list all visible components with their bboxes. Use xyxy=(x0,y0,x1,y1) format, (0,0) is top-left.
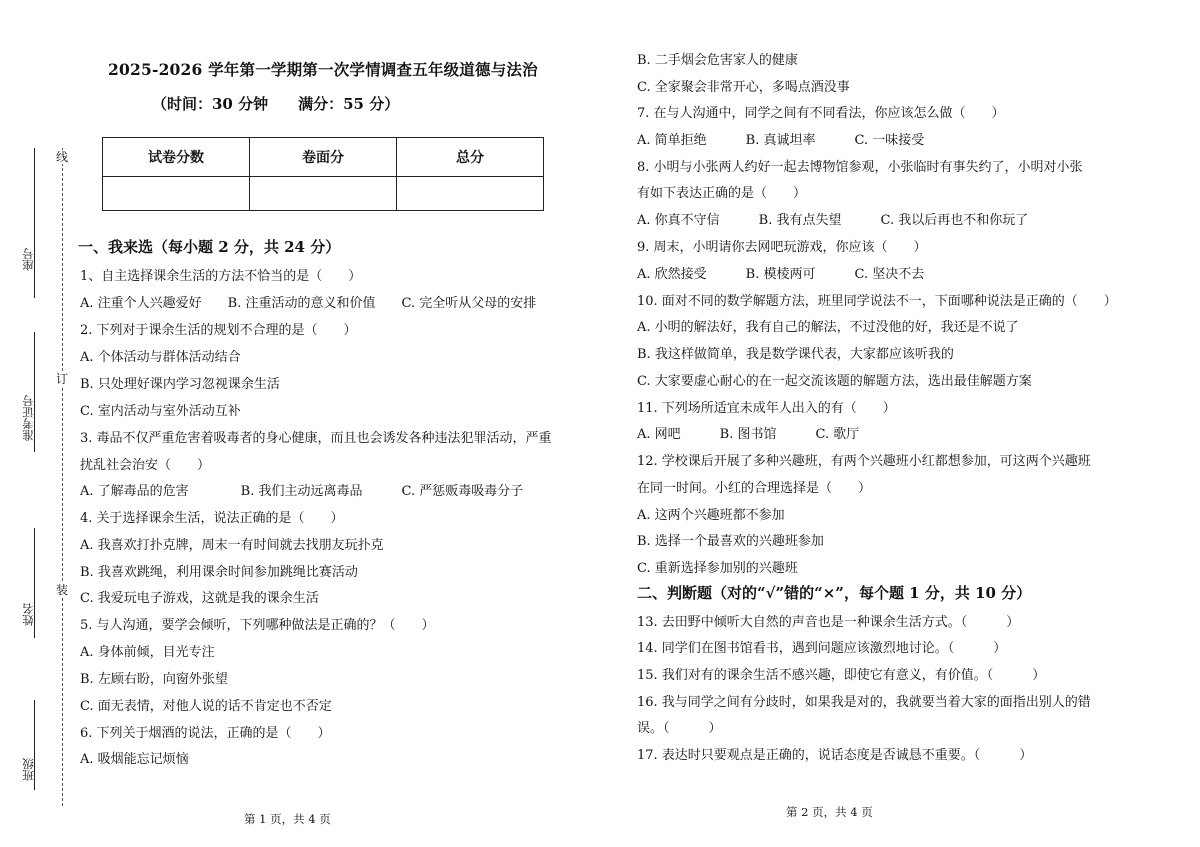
option-line: A. 我喜欢打扑克牌，周末一有时间就去找朋友玩扑克 xyxy=(80,538,384,553)
option-line: A. 个体活动与群体活动结合 xyxy=(80,350,241,365)
section-1-title: 一、我来选（每小题 2 分，共 24 分） xyxy=(78,238,341,256)
question-line: 5. 与人沟通，要学会倾听，下列哪种做法是正确的？（ ） xyxy=(80,618,435,633)
score-cell-paper[interactable] xyxy=(103,177,250,211)
judgment-line: 13. 去田野中倾听大自然的声音也是一种课余生活方式。（ ） xyxy=(637,615,1020,630)
option-line: A. 简单拒绝 B. 真诚坦率 C. 一味接受 xyxy=(637,133,925,148)
option-line: C. 我爱玩电子游戏，这就是我的课余生活 xyxy=(80,591,319,606)
question-line: 8. 小明与小张两人约好一起去博物馆参观，小张临时有事失约了，小明对小张 xyxy=(637,160,1083,175)
seat-number-line xyxy=(34,148,35,298)
option-line: C. 室内活动与室外活动互补 xyxy=(80,404,241,419)
question-line: 3. 毒品不仅严重危害着吸毒者的身心健康，而且也会诱发各种违法犯罪活动，严重 xyxy=(80,431,552,446)
option-line: B. 只处理好课内学习忽视课余生活 xyxy=(80,377,280,392)
exam-id-label: 准考证号 xyxy=(21,395,35,441)
judgment-line: 误。（ ） xyxy=(637,721,722,736)
score-cell-neatness[interactable] xyxy=(250,177,397,211)
class-label: 班级 xyxy=(21,758,35,781)
option-line: A. 吸烟能忘记烦恼 xyxy=(80,752,189,767)
score-header-total: 总分 xyxy=(397,138,544,177)
score-table xyxy=(102,137,544,211)
question-line: 1、自主选择课余生活的方法不恰当的是（ ） xyxy=(80,269,362,284)
score-cell-total[interactable] xyxy=(397,177,544,211)
cut-mark-zhuang: 装 xyxy=(56,583,69,597)
cut-mark-ding: 订 xyxy=(56,372,69,386)
question-line: 7. 在与人沟通中，同学之间有不同看法，你应该怎么做（ ） xyxy=(637,106,1005,121)
option-line: A. 这两个兴趣班都不参加 xyxy=(637,508,785,523)
question-line: 2. 下列对于课余生活的规划不合理的是（ ） xyxy=(80,323,357,338)
option-line: B. 二手烟会危害家人的健康 xyxy=(637,53,798,68)
page-footer-right: 第 2 页，共 4 页 xyxy=(786,805,873,819)
exam-subtitle: （时间：30 分钟 满分：55 分） xyxy=(152,95,400,113)
option-line: B. 左顾右盼，向窗外张望 xyxy=(80,672,228,687)
option-line: B. 选择一个最喜欢的兴趣班参加 xyxy=(637,534,824,549)
option-line: A. 小明的解法好，我有自己的解法，不过没他的好，我还是不说了 xyxy=(637,320,1019,335)
option-line: C. 全家聚会非常开心，多喝点酒没事 xyxy=(637,80,850,95)
question-line: 有如下表达正确的是（ ） xyxy=(637,186,807,201)
option-line: A. 身体前倾，目光专注 xyxy=(80,645,215,660)
option-line: A. 网吧 B. 图书馆 C. 歌厅 xyxy=(637,427,860,442)
judgment-line: 15. 我们对有的课余生活不感兴趣，即使它有意义，有价值。（ ） xyxy=(637,668,1046,683)
binding-cut-line xyxy=(62,148,63,806)
score-header-paper: 试卷分数 xyxy=(103,138,250,177)
option-line: B. 我这样做简单，我是数学课代表，大家都应该听我的 xyxy=(637,347,954,362)
option-line: A. 了解毒品的危害 B. 我们主动远离毒品 C. 严惩贩毒吸毒分子 xyxy=(80,484,524,499)
question-line: 6. 下列关于烟酒的说法，正确的是（ ） xyxy=(80,726,331,741)
option-line: A. 你真不守信 B. 我有点失望 C. 我以后再也不和你玩了 xyxy=(637,213,1029,228)
page-footer-left: 第 1 页，共 4 页 xyxy=(244,812,331,826)
option-line: A. 注重个人兴趣爱好 B. 注重活动的意义和价值 C. 完全听从父母的安排 xyxy=(80,296,537,311)
exam-title: 2025-2026 学年第一学期第一次学情调查五年级道德与法治 xyxy=(108,60,538,79)
section-2-title: 二、判断题（对的“√”错的“×”，每个题 1 分，共 10 分） xyxy=(637,584,1032,602)
option-line: C. 面无表情，对他人说的话不肯定也不否定 xyxy=(80,699,332,714)
question-line: 12. 学校课后开展了多种兴趣班，有两个兴趣班小红都想参加，可这两个兴趣班 xyxy=(637,454,1091,469)
question-line: 4. 关于选择课余生活，说法正确的是（ ） xyxy=(80,511,344,526)
option-line: B. 我喜欢跳绳，利用课余时间参加跳绳比赛活动 xyxy=(80,565,358,580)
option-line: C. 重新选择参加别的兴趣班 xyxy=(637,561,798,576)
question-line: 11. 下列场所适宜未成年人出入的有（ ） xyxy=(637,401,896,416)
name-label: 姓名 xyxy=(21,603,35,626)
option-line: A. 欣然接受 B. 模棱两可 C. 坚决不去 xyxy=(637,267,925,282)
cut-mark-xian: 线 xyxy=(56,150,69,164)
question-line: 扰乱社会治安（ ） xyxy=(80,458,211,473)
option-line: C. 大家要虚心耐心的在一起交流该题的解题方法，选出最佳解题方案 xyxy=(637,374,1032,389)
score-header-neatness: 卷面分 xyxy=(250,138,397,177)
judgment-line: 16. 我与同学之间有分歧时，如果我是对的，我就要当着大家的面指出别人的错 xyxy=(637,695,1091,710)
question-line: 10. 面对不同的数学解题方法，班里同学说法不一，下面哪种说法是正确的（ ） xyxy=(637,294,1117,309)
seat-number-label: 座号 xyxy=(21,248,35,271)
question-line: 9. 周末，小明请你去网吧玩游戏，你应该（ ） xyxy=(637,240,927,255)
judgment-line: 14. 同学们在图书馆看书，遇到问题应该激烈地讨论。（ ） xyxy=(637,641,1007,656)
judgment-line: 17. 表达时只要观点是正确的，说话态度是否诚恳不重要。（ ） xyxy=(637,748,1033,763)
question-line: 在同一时间。小红的合理选择是（ ） xyxy=(637,481,872,496)
